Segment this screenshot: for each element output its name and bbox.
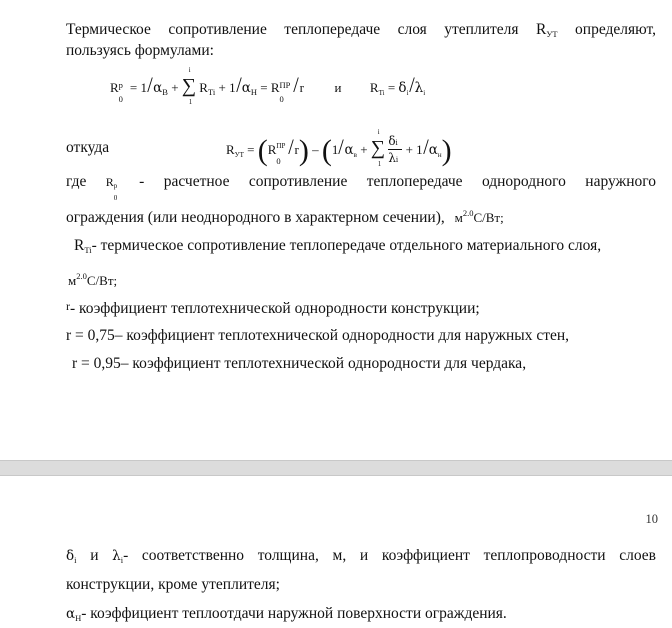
formula-r-yt: $R_{УТ} = (R$ ПР 0 $/r) - (1/\alpha_в$ + ∑ i 1 $\frac{\delta i}{\lambda i}$ + $1/\alpha_н$): [226, 128, 452, 168]
sum-symbol-2: ∑ i 1: [370, 128, 386, 168]
fraction-delta-lambda: $\frac{\delta i}{\lambda i}$: [388, 136, 402, 166]
paragraph-intro-line-1: Термическое сопротивление теплопередаче слоя утеплителя $R_{УТ}$ определяют,: [66, 21, 656, 39]
definition-rti-unit: $м^{2.0}С/Вт$;: [68, 271, 118, 288]
definition-r-coefficient: r- коэффициент теплотехнической однородности конструкции;: [66, 299, 480, 317]
otkuda-label: откуда: [66, 139, 110, 156]
page-separator: [0, 460, 672, 476]
paragraph-intro-line-2: пользуясь формулами:: [66, 42, 214, 59]
definition-rti-line-1: $R_{Ti}-$ термическое сопротивление теплопередаче отдельного материального слоя,: [74, 237, 602, 255]
formula-r0-sum: R р 0 = $1/\alpha_В$ + ∑ i 1 $R_{Ti} + 1/\alpha_Н = R$ ПР 0 /r и $R_{Ti} = \delta_i/\lambda_i$: [110, 66, 426, 106]
definition-delta-lambda-line-1: $\delta_i$ и $\lambda_i-$ соответственно толщина, м, и коэффициент теплопроводности слоев: [66, 547, 656, 565]
definition-r0-line-2: ограждения (или неоднородного в характерном сечении), $м^{2.0}С/Вт$;: [66, 208, 504, 226]
definition-r-walls: r = 0,75– коэффициент теплотехнической однородности для наружных стен,: [66, 327, 570, 344]
sum-symbol: ∑ i 1: [181, 66, 197, 106]
definition-r0-line-1: где R р 0 - расчетное сопротивление теплопередаче однородного наружного: [66, 173, 657, 202]
document-page-2: [0, 476, 672, 626]
page-number: 10: [645, 512, 658, 526]
definition-r-attic: r = 0,95– коэффициент теплотехнической однородности для чердака,: [72, 355, 527, 372]
definition-delta-lambda-line-2: конструкции, кроме утеплителя;: [66, 576, 280, 593]
definition-alpha-h: $\alpha_Н-$ коэффициент теплоотдачи наружной поверхности ограждения.: [66, 605, 507, 623]
